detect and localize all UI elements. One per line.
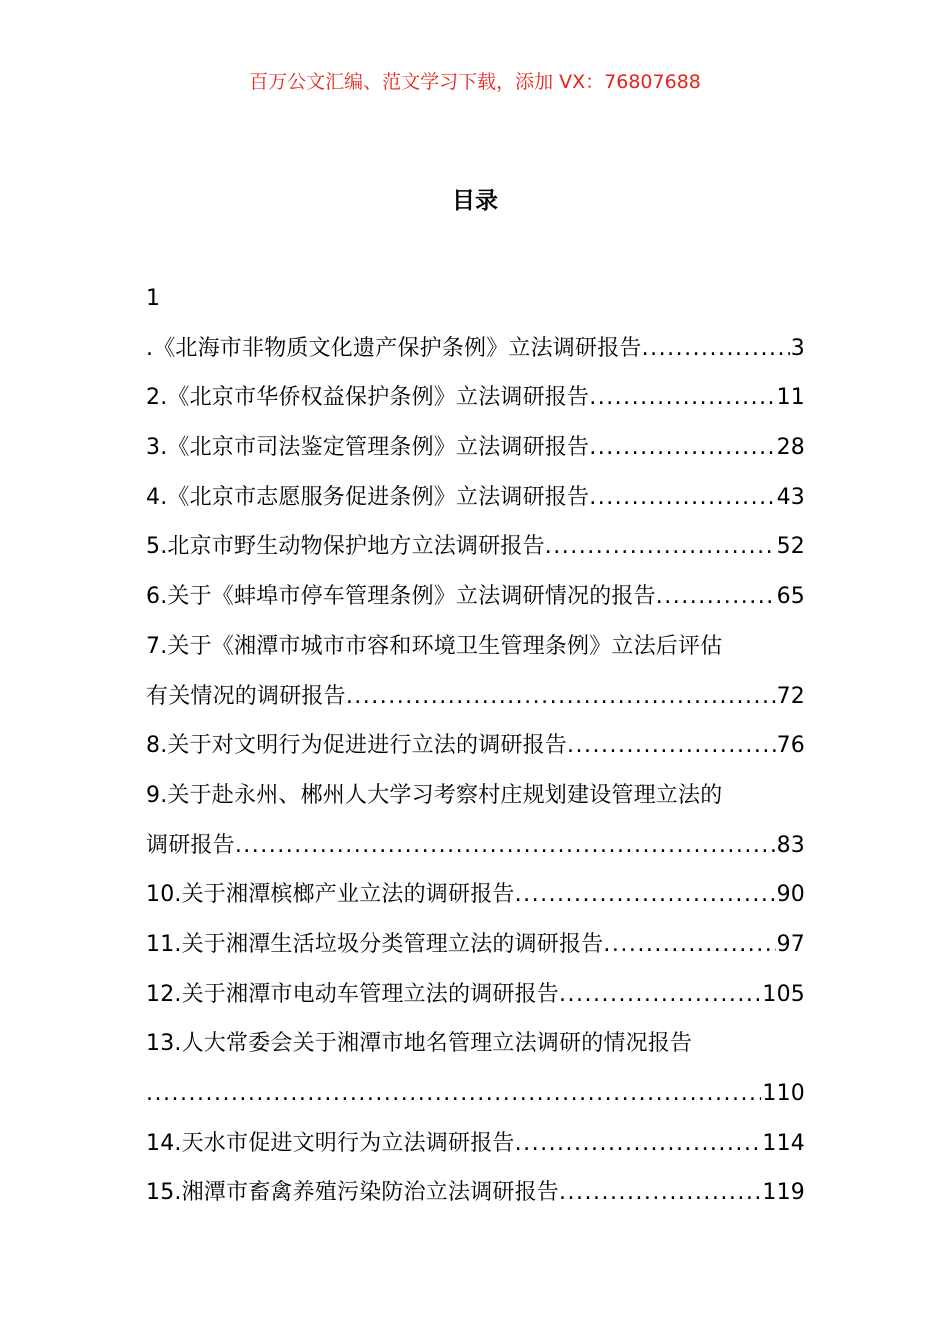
toc-entry-title: 6.关于《蚌埠市停车管理条例》立法调研情况的报告: [146, 584, 656, 610]
toc-leader-dots: [146, 1077, 761, 1111]
toc-entry-page: 105: [762, 981, 805, 1007]
toc-entry-title-continued: 调研报告: [146, 832, 235, 858]
toc-leader-dots: [656, 580, 776, 614]
toc-entry-page: 90: [776, 882, 805, 908]
toc-entry-page: 72: [776, 683, 805, 709]
toc-leader-dots: [559, 1176, 761, 1210]
toc-entry-13-continued[interactable]: [146, 1077, 805, 1127]
page-title: 目录: [452, 188, 498, 214]
toc-leader-dots: [589, 481, 775, 515]
toc-entry-page: 3: [790, 335, 805, 361]
toc-entry-title: 12.关于湘潭市电动车管理立法的调研报告: [146, 981, 559, 1007]
toc-entry-15[interactable]: [146, 1176, 805, 1226]
toc-entry-page: 114: [762, 1130, 805, 1156]
toc-entry-title: 13.人大常委会关于湘潭市地名管理立法调研的情况报告: [146, 1031, 693, 1057]
toc-entry-11[interactable]: [146, 928, 805, 978]
toc-entry-3[interactable]: [146, 431, 805, 481]
toc-entry-title: 7.关于《湘潭市城市市容和环境卫生管理条例》立法后评估: [146, 633, 723, 659]
toc-entry-title: 9.关于赴永州、郴州人大学习考察村庄规划建设管理立法的: [146, 782, 723, 808]
toc-entry-page: 28: [776, 435, 805, 461]
toc-entry-14[interactable]: [146, 1127, 805, 1177]
toc-entry-title: 14.天水市促进文明行为立法调研报告: [146, 1130, 515, 1156]
toc-leader-dots: [346, 680, 776, 714]
toc-entry-page: 110: [762, 1081, 805, 1106]
toc-entry-page: 65: [776, 584, 805, 610]
toc-leader-dots: [567, 729, 776, 763]
toc-entry-4[interactable]: [146, 481, 805, 531]
toc-entry-7-continued[interactable]: [146, 680, 805, 730]
toc-leader-dots: [589, 431, 775, 465]
toc-leader-dots: [642, 332, 790, 366]
toc-leader-dots: [515, 1127, 762, 1161]
toc-entry-8[interactable]: [146, 729, 805, 779]
toc-entry-2[interactable]: [146, 381, 805, 431]
toc-leader-dots: [589, 381, 775, 415]
toc-entry-title-continued: 有关情况的调研报告: [146, 683, 346, 709]
toc-entry-9-continued[interactable]: [146, 829, 805, 879]
toc-entry-title: .《北海市非物质文化遗产保护条例》立法调研报告: [146, 335, 642, 361]
toc-entry-title: 15.湘潭市畜禽养殖污染防治立法调研报告: [146, 1180, 559, 1206]
toc-entry-title: 11.关于湘潭生活垃圾分类管理立法的调研报告: [146, 931, 604, 957]
toc-entry-13[interactable]: [146, 1027, 805, 1077]
toc-entry-page: 11: [776, 385, 805, 411]
toc-leader-dots: [603, 928, 775, 962]
toc-entry-1[interactable]: [146, 332, 805, 382]
toc-entry-title: 5.北京市野生动物保护地方立法调研报告: [146, 534, 545, 560]
toc-leader-dots: [545, 530, 776, 564]
toc-leader-dots: [235, 829, 776, 863]
toc-entry-title: 8.关于对文明行为促进进行立法的调研报告: [146, 733, 567, 759]
toc-entry-title: 3.《北京市司法鉴定管理条例》立法调研报告: [146, 435, 590, 461]
toc-entry-page: 43: [776, 484, 805, 510]
toc-entry-5[interactable]: [146, 530, 805, 580]
toc-entry-page: 52: [776, 534, 805, 560]
toc-entry-page: 76: [776, 733, 805, 759]
toc-leader-dots: [559, 978, 761, 1012]
table-of-contents: [146, 282, 805, 1226]
header-watermark-note: 百万公文汇编、范文学习下载，添加 VX：76807688: [249, 71, 701, 93]
toc-leader-dots: [515, 878, 776, 912]
toc-entry-7[interactable]: [146, 630, 805, 680]
toc-intro-number: 1: [146, 286, 161, 311]
toc-entry-title: 4.《北京市志愿服务促进条例》立法调研报告: [146, 484, 590, 510]
toc-entry-10[interactable]: [146, 878, 805, 928]
toc-entry-6[interactable]: [146, 580, 805, 630]
toc-entry-title: 2.《北京市华侨权益保护条例》立法调研报告: [146, 385, 590, 411]
toc-entry-title: 10.关于湘潭槟榔产业立法的调研报告: [146, 882, 515, 908]
toc-entry-page: 119: [762, 1180, 805, 1206]
toc-entry-9[interactable]: [146, 779, 805, 829]
toc-entry-12[interactable]: [146, 978, 805, 1028]
toc-entry-page: 83: [776, 832, 805, 858]
toc-entry-page: 97: [776, 931, 805, 957]
